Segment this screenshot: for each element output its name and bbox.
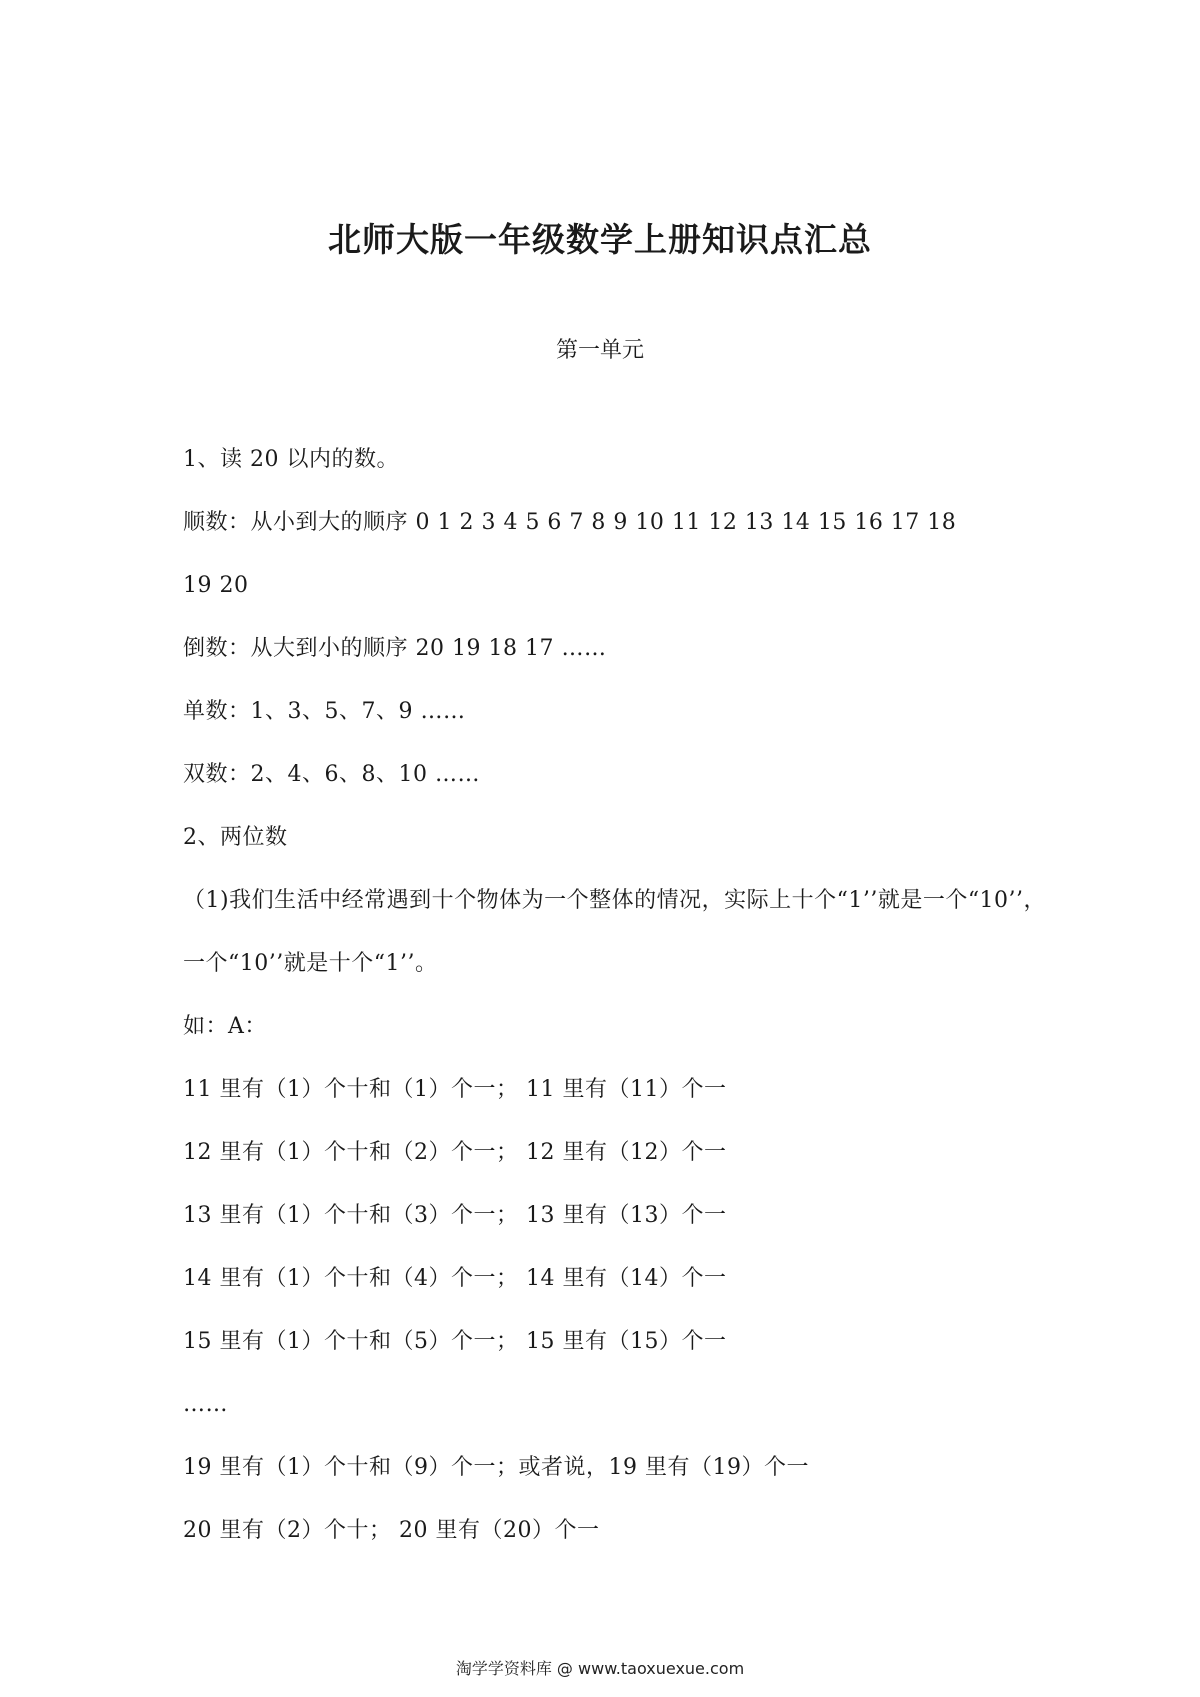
document-title: 北师大版一年级数学上册知识点汇总	[328, 220, 872, 259]
example-line: 15 里有（1）个十和（5）个一； 15 里有（15）个一	[183, 1329, 727, 1354]
even-numbers-line: 双数：2、4、6、8、10 ……	[183, 762, 480, 787]
paragraph-line: 一个“10’’就是十个“1’’。	[183, 951, 438, 976]
example-line: 20 里有（2）个十； 20 里有（20）个一	[183, 1518, 600, 1543]
section-heading-read-numbers: 1、读 20 以内的数。	[183, 447, 399, 472]
descending-order-line: 倒数：从大到小的顺序 20 19 18 17 ……	[183, 636, 607, 661]
ellipsis-line: ……	[183, 1392, 228, 1417]
example-line: 13 里有（1）个十和（3）个一； 13 里有（13）个一	[183, 1203, 727, 1228]
page-footer-watermark: 淘学学资料库 @ www.taoxuexue.com	[455, 1659, 745, 1678]
example-line: 12 里有（1）个十和（2）个一； 12 里有（12）个一	[183, 1140, 727, 1165]
unit-heading: 第一单元	[555, 338, 644, 363]
example-line: 11 里有（1）个十和（1）个一； 11 里有（11）个一	[183, 1077, 727, 1102]
section-heading-two-digit: 2、两位数	[183, 825, 288, 850]
example-line: 19 里有（1）个十和（9）个一；或者说，19 里有（19）个一	[183, 1455, 809, 1480]
example-label: 如：A：	[183, 1014, 267, 1039]
ascending-order-continuation: 19 20	[183, 573, 249, 598]
document-body	[183, 445, 1047, 1579]
ascending-order-line: 顺数：从小到大的顺序 0 1 2 3 4 5 6 7 8 9 10 11 12 13 14 15 16 17 18	[183, 510, 957, 535]
paragraph-line: （1)我们生活中经常遇到十个物体为一个整体的情况，实际上十个“1’’就是一个“10’’，	[183, 888, 1047, 913]
odd-numbers-line: 单数：1、3、5、7、9 ……	[183, 699, 466, 724]
example-line: 14 里有（1）个十和（4）个一； 14 里有（14）个一	[183, 1266, 727, 1291]
